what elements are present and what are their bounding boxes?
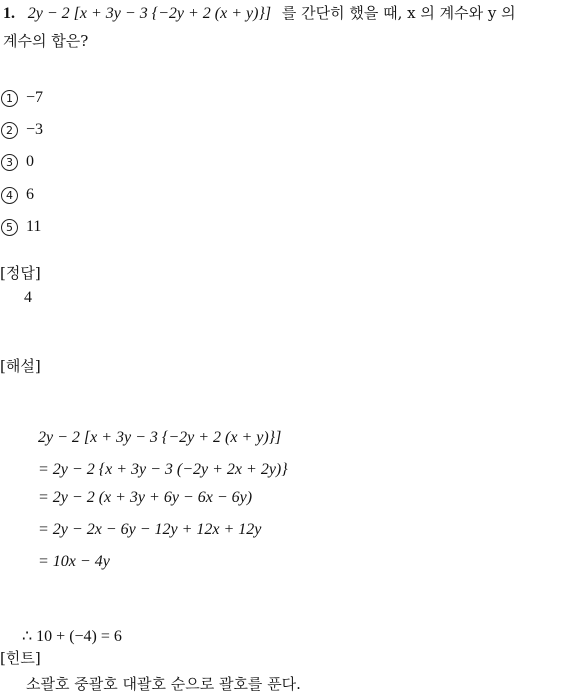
choice-1[interactable] (1, 88, 43, 107)
question-line-1 (3, 2, 516, 23)
hint-text: 소괄호 중괄호 대괄호 순으로 괄호를 푼다. (26, 675, 301, 693)
choice-4-mark: 4 (1, 187, 18, 204)
choice-3-mark: 3 (1, 154, 18, 171)
answer-value: 4 (24, 289, 32, 306)
choice-5[interactable] (1, 217, 41, 236)
choice-3-value: 0 (26, 153, 34, 170)
explanation-step-4: = 2y − 2x − 6y − 12y + 12x + 12y (38, 521, 262, 538)
explanation-step-2: = 2y − 2 {x + 3y − 3 (−2y + 2x + 2y)} (38, 461, 288, 478)
choice-4-value: 6 (26, 186, 34, 203)
hint-label: [힌트] (0, 649, 41, 667)
question-expression: 2y − 2 [x + 3y − 3 {−2y + 2 (x + y)}] (27, 5, 272, 22)
choice-2[interactable] (1, 120, 43, 139)
explanation-step-5: = 10x − 4y (38, 553, 110, 570)
question-number: 1. (3, 5, 15, 22)
question-text-2: 계수의 합은? (3, 32, 89, 50)
choice-5-mark: 5 (1, 219, 18, 236)
choice-1-value: −7 (26, 89, 44, 106)
choice-5-value: 11 (26, 218, 42, 235)
choice-1-mark: 1 (1, 90, 18, 107)
explanation-conclusion: ∴ 10 + (−4) = 6 (22, 628, 122, 645)
choice-4[interactable] (1, 185, 34, 204)
choice-2-value: −3 (26, 121, 44, 138)
explanation-step-1: 2y − 2 [x + 3y − 3 {−2y + 2 (x + y)}] (38, 429, 282, 446)
choice-2-mark: 2 (1, 122, 18, 139)
explanation-label: [해설] (0, 357, 41, 375)
explanation-step-3: = 2y − 2 (x + 3y + 6y − 6x − 6y) (38, 489, 253, 506)
choice-3[interactable] (1, 152, 34, 171)
question-text-1: 를 간단히 했을 때, x 의 계수와 y 의 (281, 4, 516, 22)
answer-label: [정답] (0, 264, 41, 282)
